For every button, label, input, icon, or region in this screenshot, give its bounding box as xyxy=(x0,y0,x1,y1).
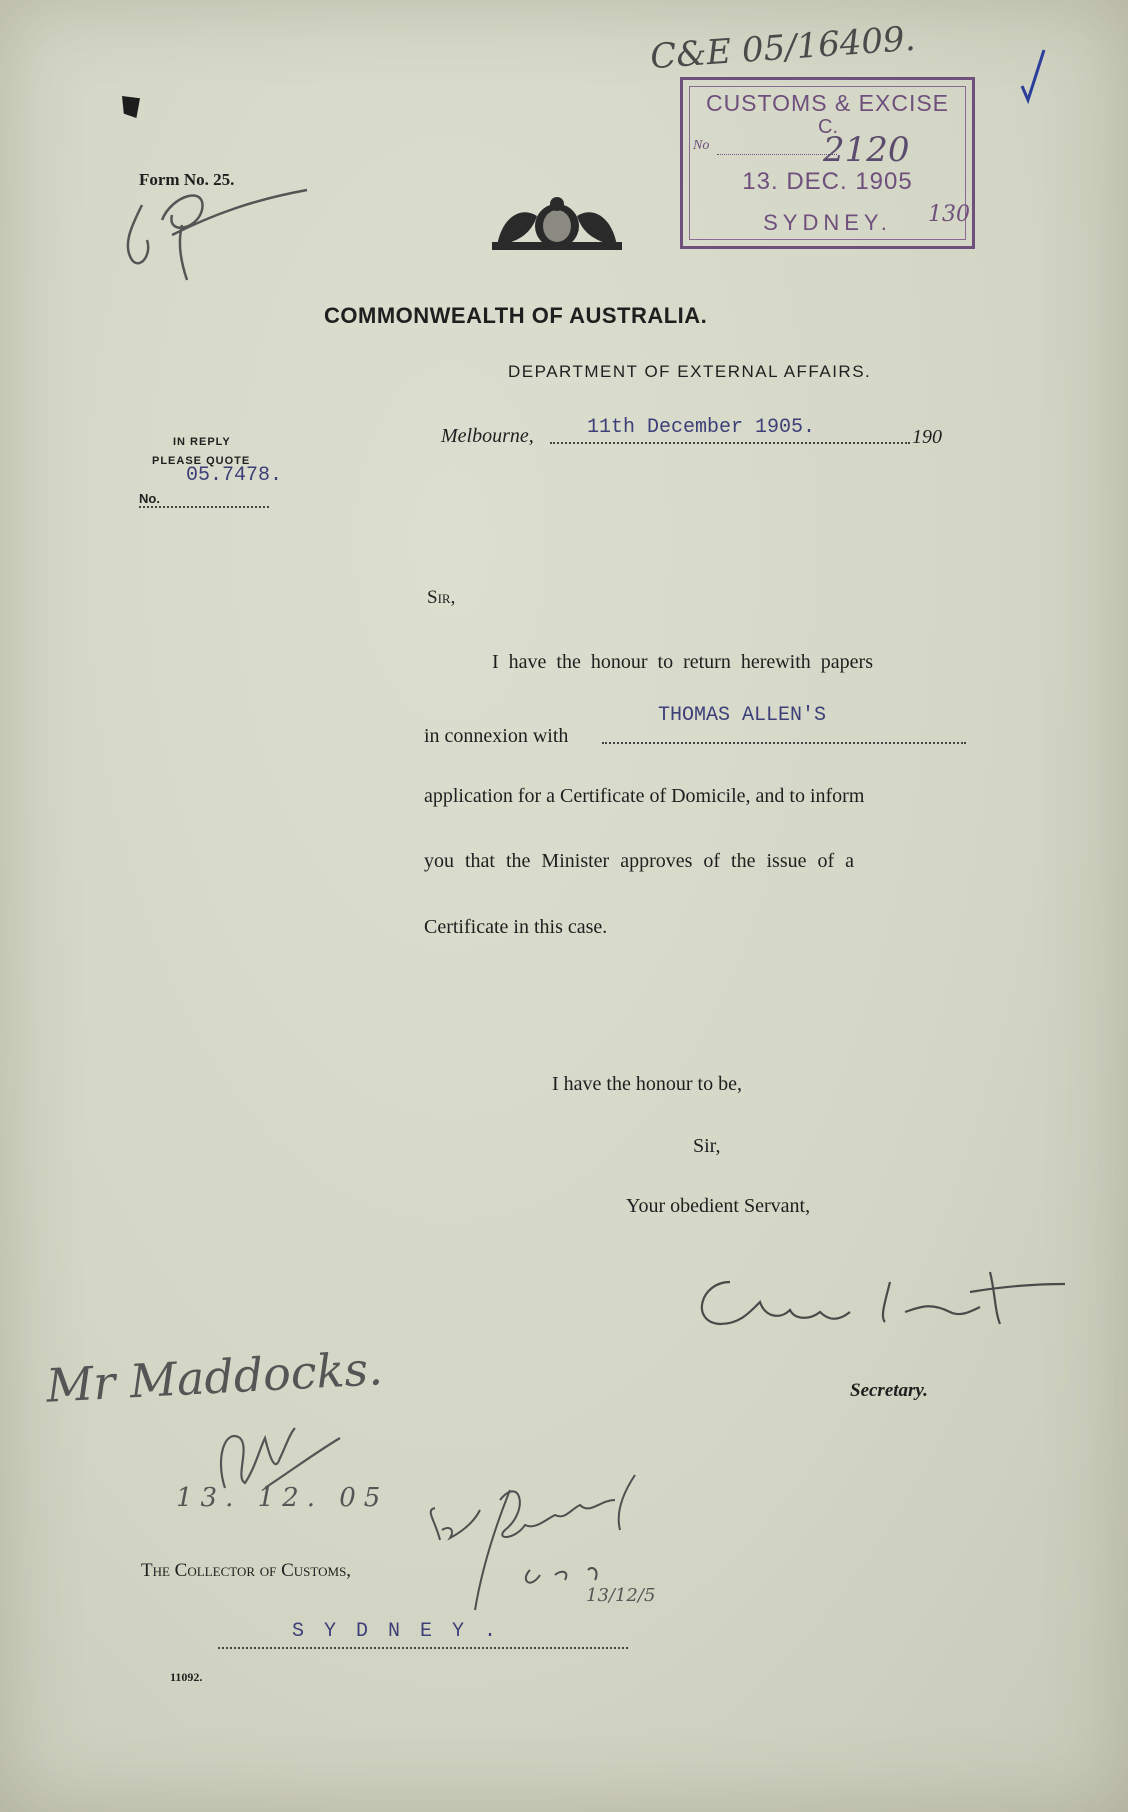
stamp-side-mark: 130 xyxy=(928,202,970,227)
addressee-dots xyxy=(218,1646,628,1649)
reply-line-1: IN REPLY xyxy=(173,436,231,448)
closing-line-3: Your obedient Servant, xyxy=(626,1195,811,1217)
punch-mark xyxy=(122,96,140,118)
minute-annotation: Mr Maddocks. xyxy=(44,1341,384,1413)
addressee-city: S Y D N E Y . xyxy=(292,1620,501,1643)
stamp-no-label: No xyxy=(693,138,710,153)
stamp-city: SYDNEY. xyxy=(763,210,892,235)
coat-of-arms-icon xyxy=(492,196,622,252)
reply-no-label: No. xyxy=(139,491,269,508)
customs-stamp xyxy=(680,77,975,249)
dateline-date: 11th December 1905. xyxy=(587,416,816,439)
salutation: Sir, xyxy=(427,587,456,608)
file-reference-annotation: C&E 05/16409. xyxy=(648,18,917,78)
closing-line-1: I have the honour to be, xyxy=(552,1073,742,1095)
reply-reference: 05.7478. xyxy=(186,464,283,487)
dateline-year-prefix: 190 xyxy=(912,426,942,448)
reply-line-2: PLEASE QUOTE xyxy=(152,455,251,467)
country-heading: COMMONWEALTH OF AUSTRALIA. xyxy=(324,303,708,328)
body-line-2-prefix: in connexion with xyxy=(424,725,569,747)
subject-dots xyxy=(602,741,966,744)
tick-mark-icon xyxy=(1018,48,1048,113)
body-line-1: I have the honour to return herewith papers xyxy=(492,651,873,673)
footer-code: 11092. xyxy=(170,1670,203,1684)
addressee-line-1: The Collector of Customs, xyxy=(141,1560,352,1581)
dateline-place: Melbourne, xyxy=(441,425,534,447)
closing-line-2: Sir, xyxy=(693,1135,721,1157)
secretary-signature xyxy=(690,1262,1080,1336)
form-number: Form No. 25. xyxy=(139,170,235,189)
stamp-date: 13. DEC. 1905 xyxy=(742,168,913,195)
secretary-title: Secretary. xyxy=(850,1380,928,1401)
stamp-number: 2120 xyxy=(823,130,910,170)
body-line-4: you that the Minister approves of the issue of a xyxy=(424,850,855,872)
dateline-dots xyxy=(550,441,910,444)
officer-date: 13/12/5 xyxy=(586,1585,656,1606)
body-line-3: application for a Certificate of Domicile, and to inform xyxy=(424,785,865,807)
body-line-5: Certificate in this case. xyxy=(424,916,608,938)
initials-signature xyxy=(112,185,312,305)
department-heading: DEPARTMENT OF EXTERNAL AFFAIRS. xyxy=(508,362,872,381)
stamp-title: CUSTOMS & EXCISE xyxy=(705,90,950,116)
stamp-letter: C. xyxy=(818,116,838,138)
subject-name: THOMAS ALLEN'S xyxy=(658,704,827,727)
minute-date: 13. 12. 05 xyxy=(176,1483,389,1513)
